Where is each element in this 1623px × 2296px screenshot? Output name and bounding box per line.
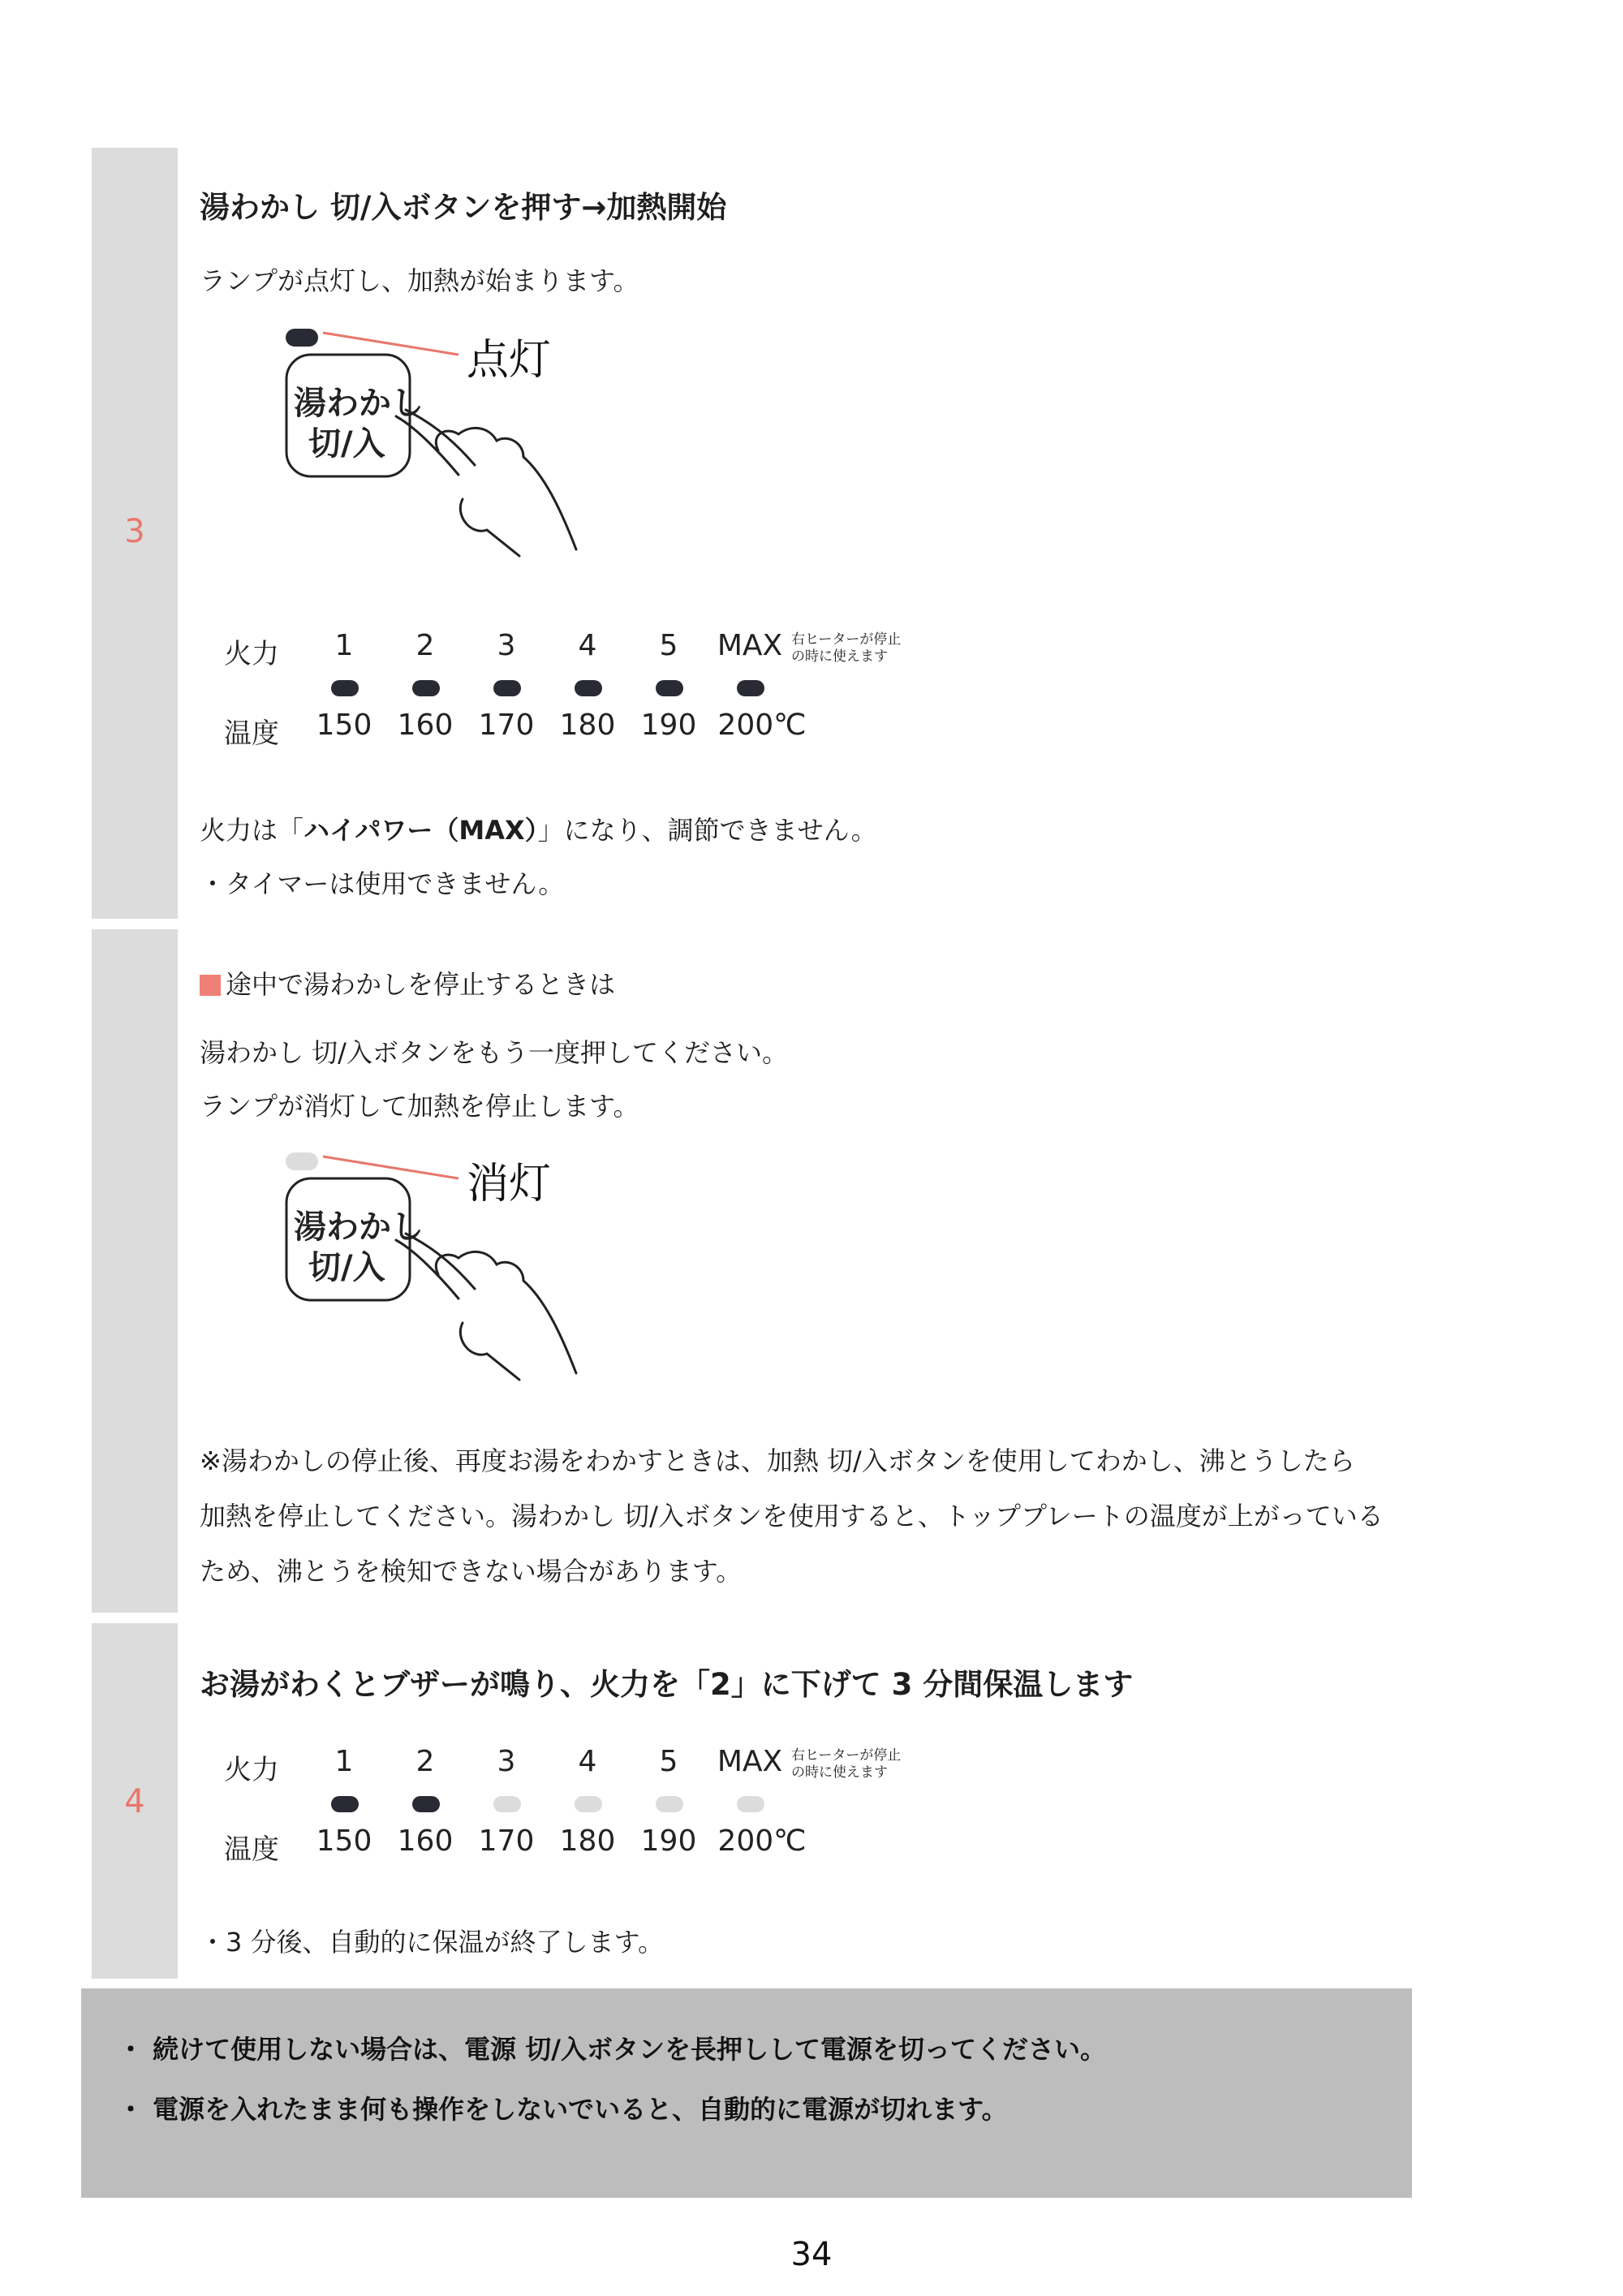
lamp-off-icon xyxy=(286,1152,318,1170)
temp-190: 190 xyxy=(640,709,697,742)
level-5: 5 xyxy=(659,1745,678,1778)
level-max: MAX xyxy=(717,629,783,662)
step3-number: 3 xyxy=(124,513,145,550)
led-5 xyxy=(656,1796,683,1812)
stop-note2: 加熱を停止してください。湯わかし 切/入ボタンを使用すると、トッププレートの温度が上がっている xyxy=(200,1501,1384,1531)
temp-200: 200℃ xyxy=(717,709,807,742)
led-4 xyxy=(575,680,602,696)
stop-bar xyxy=(92,929,178,1613)
stop-heading xyxy=(200,964,615,1002)
stop-callout: 消灯 xyxy=(467,1160,552,1208)
note-item-1-text: 続けて使用しない場合は、電源 切/入ボタンを長押しして電源を切ってください。 xyxy=(153,2034,1106,2065)
led-5 xyxy=(656,680,683,696)
max-note-2: の時に使えます xyxy=(791,648,888,665)
square-bullet-icon xyxy=(200,975,221,996)
lamp-on-icon xyxy=(286,329,318,347)
led-2 xyxy=(412,1796,440,1812)
stop-illustration xyxy=(276,1136,601,1396)
level-1: 1 xyxy=(334,629,354,662)
temp-150: 150 xyxy=(316,1824,372,1858)
step3-line1: ランプが点灯し、加熱が始まります。 xyxy=(200,265,639,296)
temp-180: 180 xyxy=(559,709,616,742)
led-max xyxy=(737,1796,764,1812)
step4-title: お湯がわくとブザーが鳴り、火力を「2」に下げて 3 分間保温します xyxy=(200,1667,1134,1702)
temp-200: 200℃ xyxy=(717,1824,807,1858)
level-4: 4 xyxy=(578,629,597,662)
stop-line2: ランプが消灯して加熱を停止します。 xyxy=(200,1091,639,1122)
temp-150: 150 xyxy=(316,709,372,742)
temp-label: 温度 xyxy=(224,1833,279,1866)
page-number: 34 xyxy=(790,2236,833,2273)
step3-illustration xyxy=(276,312,601,572)
bullet: ・ xyxy=(118,2034,144,2065)
after1-post: 」になり、調節できません。 xyxy=(537,815,877,846)
led-4 xyxy=(575,1796,602,1812)
temp-160: 160 xyxy=(397,709,454,742)
max-note-1: 右ヒーターが停止 xyxy=(791,631,902,648)
max-note-1: 右ヒーターが停止 xyxy=(791,1747,902,1764)
step3-callout: 点灯 xyxy=(467,336,552,385)
stop-note3: ため、沸とうを検知できない場合があります。 xyxy=(200,1556,743,1587)
step3-after1 xyxy=(200,810,877,847)
led-3 xyxy=(493,1796,521,1812)
step4-after1: ・3 分後、自動的に保温が終了します。 xyxy=(200,1927,664,1958)
step3-button-label-2: 切/入 xyxy=(308,425,385,463)
stop-button-label-2: 切/入 xyxy=(308,1249,385,1286)
level-4: 4 xyxy=(578,1745,597,1778)
led-1 xyxy=(331,680,359,696)
step4-number: 4 xyxy=(124,1783,145,1820)
after1-bold: ハイパワー（MAX） xyxy=(304,815,538,846)
temp-180: 180 xyxy=(559,1824,616,1858)
level-max: MAX xyxy=(717,1745,783,1778)
level-1: 1 xyxy=(334,1745,354,1778)
level-2: 2 xyxy=(415,629,435,662)
bullet: ・ xyxy=(118,2094,144,2125)
stop-button-label-1: 湯わかし xyxy=(294,1208,424,1246)
level-3: 3 xyxy=(497,629,516,662)
power-label: 火力 xyxy=(224,638,279,670)
temp-170: 170 xyxy=(478,1824,535,1858)
power-label: 火力 xyxy=(224,1754,279,1786)
note-item-2 xyxy=(118,2089,1008,2126)
led-2 xyxy=(412,680,440,696)
temp-170: 170 xyxy=(478,709,535,742)
level-2: 2 xyxy=(415,1745,435,1778)
note-item-1 xyxy=(118,2029,1106,2066)
led-max xyxy=(737,680,764,696)
notes-box xyxy=(81,1988,1412,2198)
stop-note1: ※湯わかしの停止後、再度お湯をわかすときは、加熱 切/入ボタンを使用してわかし、沸とうしたら xyxy=(200,1445,1355,1476)
stop-heading-text: 途中で湯わかしを停止するときは xyxy=(226,969,616,1000)
step3-title: 湯わかし 切/入ボタンを押す→加熱開始 xyxy=(200,190,727,225)
after1-pre: 火力は「 xyxy=(200,815,304,846)
step3-button-label-1: 湯わかし xyxy=(294,385,424,422)
level-3: 3 xyxy=(497,1745,516,1778)
step3-after2: ・タイマーは使用できません。 xyxy=(200,868,565,899)
stop-line1: 湯わかし 切/入ボタンをもう一度押してください。 xyxy=(200,1037,788,1068)
led-3 xyxy=(493,680,521,696)
max-note-2: の時に使えます xyxy=(791,1764,888,1781)
temp-160: 160 xyxy=(397,1824,454,1858)
level-5: 5 xyxy=(659,629,678,662)
temp-190: 190 xyxy=(640,1824,697,1858)
temp-label: 温度 xyxy=(224,717,279,750)
note-item-2-text: 電源を入れたまま何も操作をしないでいると、自動的に電源が切れます。 xyxy=(153,2094,1008,2125)
led-1 xyxy=(331,1796,359,1812)
